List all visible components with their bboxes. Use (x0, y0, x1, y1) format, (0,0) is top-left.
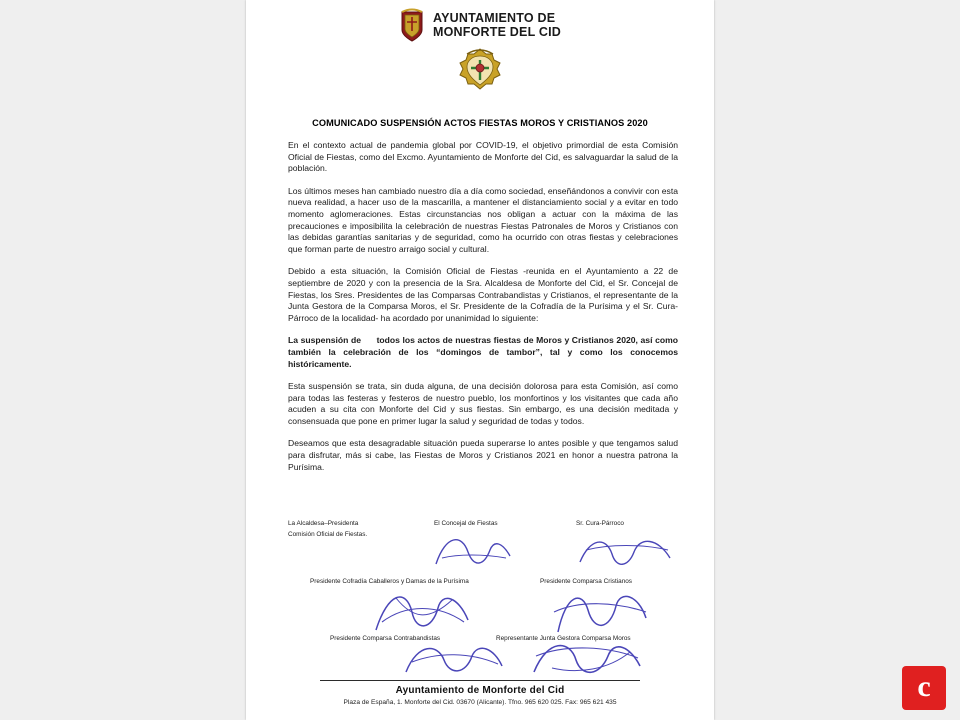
document-footer (246, 680, 714, 706)
signature-ink-junta-moros (526, 636, 646, 680)
signature-label-parroco: Sr. Cura-Párroco (576, 520, 624, 527)
signature-area (288, 520, 678, 670)
paragraph-2: Los últimos meses han cambiado nuestro día a día como sociedad, enseñándonos a convivir con esta nueva realidad, a hacer uso de la mascarilla, a mantener el distanciamiento social y a evitar en todo momento aglomeraciones. Estas circunstancias nos obligan a actuar con la máxima de las precauciones e imposibilita la celebración de nuestras Fiestas Patronales de Moros y Cristianos con las debidas garantías sanitarias y de seguridad, como ha ocurrido con otras fiestas y celebraciones que forman parte de nuestro arraigo social y cultural. (288, 185, 678, 254)
signature-label-junta-moros: Representante Junta Gestora Comparsa Moros (496, 635, 631, 642)
signature-label-alcaldesa-2: Comisión Oficial de Fiestas. (288, 531, 368, 538)
document-page (246, 0, 714, 720)
signature-label-cristianos: Presidente Comparsa Cristianos (540, 578, 632, 585)
footer-divider (320, 680, 640, 681)
signature-label-alcaldesa: La Alcaldesa–Presidenta (288, 520, 359, 527)
footer-address: Plaza de España, 1. Monforte del Cid. 03670 (Alicante). Tfno. 965 620 025. Fax: 965 621 435 (343, 699, 617, 706)
signature-ink-cristianos (546, 582, 656, 638)
signature-ink-parroco (576, 528, 676, 576)
header-line-2: MONFORTE DEL CID (433, 25, 561, 39)
document-body (288, 140, 678, 484)
signature-label-concejal: El Concejal de Fiestas (434, 520, 498, 527)
paragraph-3: Debido a esta situación, la Comisión Oficial de Fiestas -reunida en el Ayuntamiento a 22 de septiembre de 2020 y con la presencia de la Sra. Alcaldesa de Monforte del Cid, el Sr. Concejal de Fiestas, los Sres. Presidentes de las Comparsas Contrabandistas y Cristianos, el representante de la Junta Gestora de la Comparsa Moros, el Sr. Presidente de la Cofradía de la Purísima y el Sr. Cura-Párroco de la localidad- ha acordado por unanimidad lo siguiente: (288, 266, 678, 323)
header-text-block (433, 11, 561, 39)
footer-title: Ayuntamiento de Monforte del Cid (395, 685, 565, 696)
paragraph-5: Deseamos que esta desagradable situación pueda superarse lo antes posible y que tengamos salud para disfrutar, más si cabe, las Fiestas de Moros y Cristianos 2021 en honor a nuestra patrona la Purísima. (288, 438, 678, 472)
coat-of-arms-icon (399, 8, 425, 42)
coat-of-arms-large-icon (451, 46, 509, 102)
header-line-1: AYUNTAMIENTO DE (433, 11, 556, 25)
paragraph-1: En el contexto actual de pandemia global por COVID-19, el objetivo primordial de esta Comisión Oficial de Fiestas, como del Excmo. Ayuntamiento de Monforte del Cid, es salvaguardar la salud de la población. (288, 140, 678, 174)
paragraph-4: Esta suspensión se trata, sin duda alguna, de una decisión dolorosa para esta Comisión, así como para todas las festeras y festeros de nuestro pueblo, los monfortinos y los visitantes que cada año acuden a su cita con Monforte del Cid y sus fiestas. Sin embargo, es una decisión meditada y consensuada que pone en primer lugar la salud y seguridad de todas y todos. (288, 381, 678, 426)
highlight-paragraph (288, 335, 678, 370)
highlight-middle: todos los actos de nuestras fiestas de Moros y Cristianos 2020, así como también la celebración de los “domingos de tambor”, tal y como los conocemos históricamente. (288, 335, 678, 369)
signature-ink-cofradia (366, 582, 476, 638)
document-header (246, 8, 714, 42)
page-title: COMUNICADO SUSPENSIÓN ACTOS FIESTAS MOROS Y CRISTIANOS 2020 (312, 118, 648, 128)
signature-label-contrabandistas: Presidente Comparsa Contrabandistas (330, 635, 441, 642)
highlight-lead: La suspensión de (288, 335, 361, 346)
signature-ink-contrabandistas (400, 638, 510, 680)
logo-badge (902, 666, 946, 710)
logo-letter: c (917, 670, 931, 703)
signature-label-cofradia: Presidente Cofradía Caballeros y Damas de la Purísima (310, 578, 469, 585)
signature-ink-concejal (428, 528, 518, 576)
